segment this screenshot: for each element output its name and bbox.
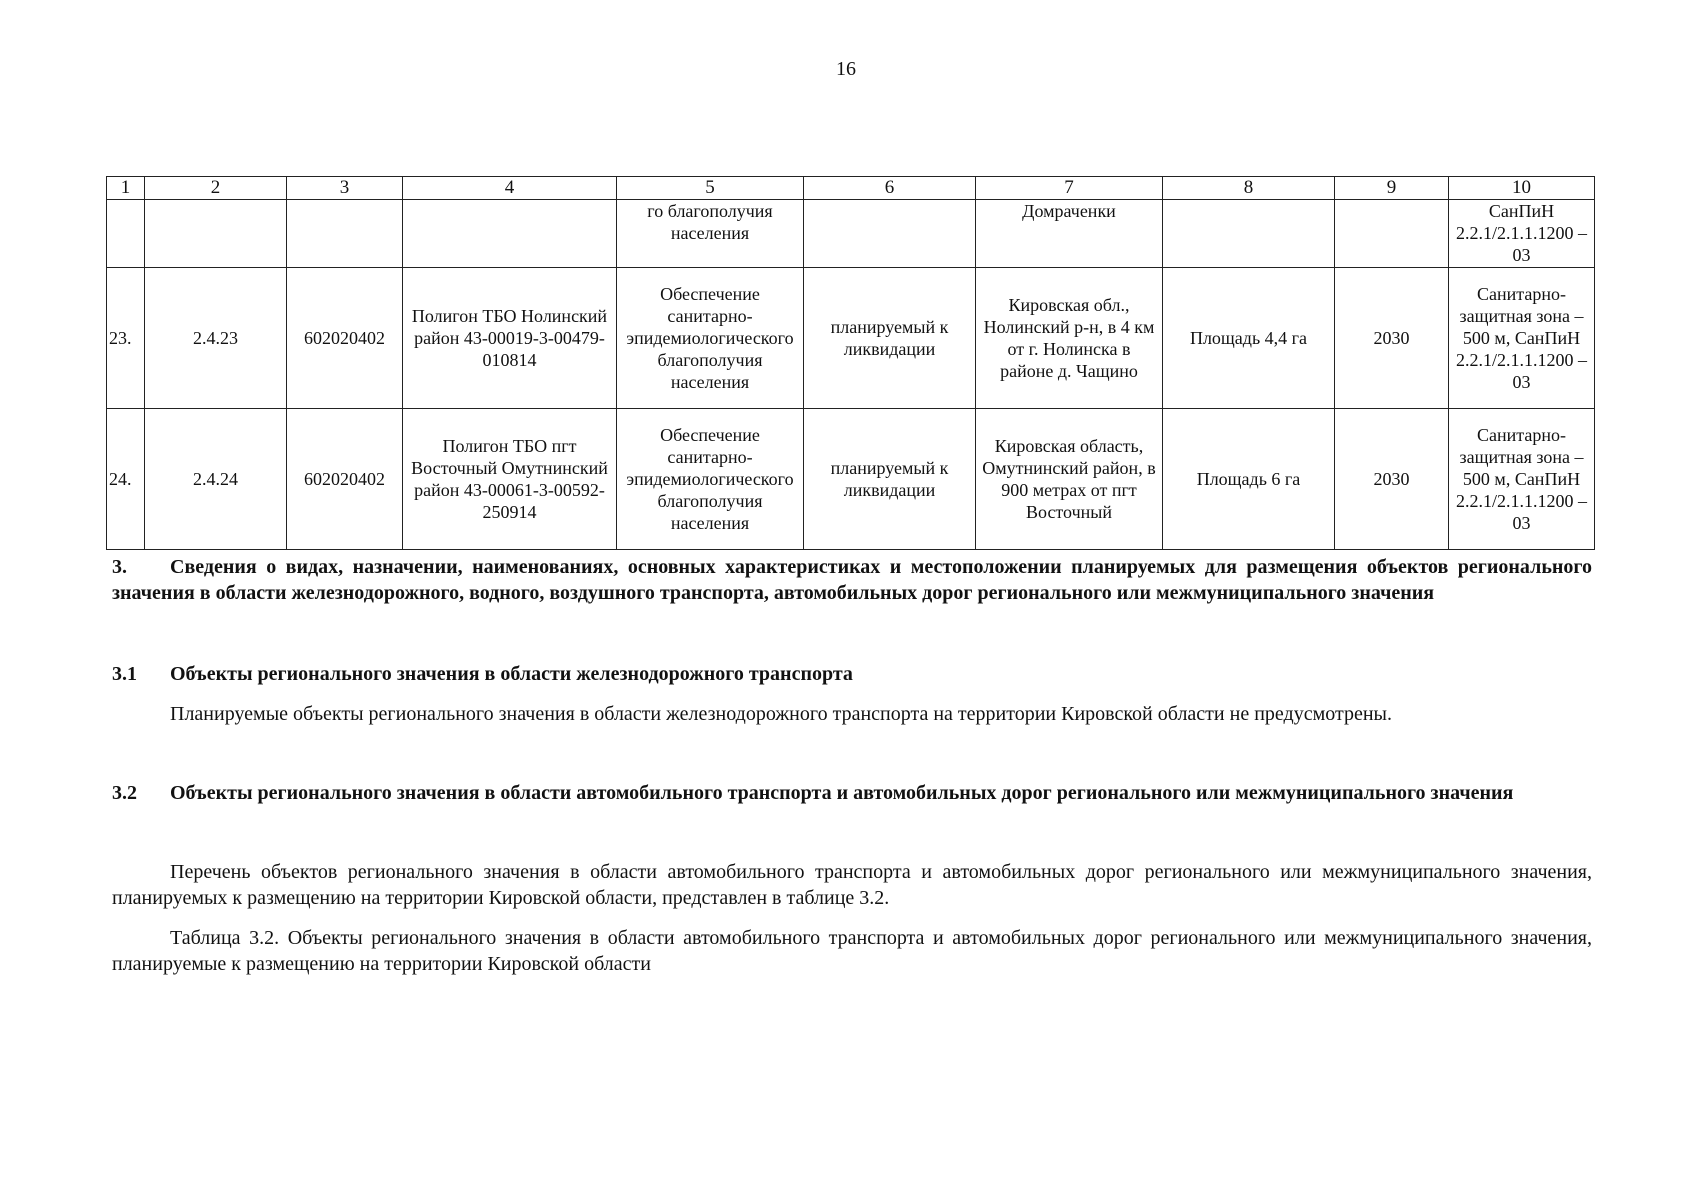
- table-cell: Кировская область, Омутнинский район, в 900 метрах от пгт Восточный: [976, 409, 1163, 550]
- table-cell: [804, 200, 976, 268]
- header-cell: 2: [145, 177, 287, 200]
- table-cell: 24.: [107, 409, 145, 550]
- table-cell: го благополучия населения: [617, 200, 804, 268]
- table-cell: Полигон ТБО Нолинский район 43-00019-3-00479-010814: [403, 268, 617, 409]
- table-cell: [1335, 200, 1449, 268]
- table-cell: Обеспечение санитарно-эпидемиологического благополучия населения: [617, 409, 804, 550]
- table-cell: Санитарно-защитная зона – 500 м, СанПиН 2.2.1/2.1.1.1200 – 03: [1449, 268, 1595, 409]
- header-cell: 9: [1335, 177, 1449, 200]
- table-cell: 2.4.23: [145, 268, 287, 409]
- objects-table: [106, 176, 1595, 550]
- section-3-1-title: Объекты регионального значения в области железнодорожного транспорта: [170, 663, 853, 685]
- table-cell: Кировская обл., Нолинский р-н, в 4 км от г. Нолинска в районе д. Чащино: [976, 268, 1163, 409]
- header-cell: 6: [804, 177, 976, 200]
- table-cell: [1163, 200, 1335, 268]
- table-row: [107, 409, 1595, 550]
- header-cell: 10: [1449, 177, 1595, 200]
- header-cell: 7: [976, 177, 1163, 200]
- table-cell: 23.: [107, 268, 145, 409]
- table-cell: 2030: [1335, 268, 1449, 409]
- section-3-1-paragraph: Планируемые объекты регионального значения в области железнодорожного транспорта на территории Кировской области не предусмотрены.: [170, 703, 1392, 725]
- table-cell: 2.4.24: [145, 409, 287, 550]
- header-cell: 4: [403, 177, 617, 200]
- section-3-2-number: 3.2: [112, 782, 137, 804]
- table-row: [107, 200, 1595, 268]
- table-cell: планируемый к ликвидации: [804, 268, 976, 409]
- table-cell: [287, 200, 403, 268]
- header-cell: 3: [287, 177, 403, 200]
- section-3-number: 3.: [112, 556, 127, 578]
- table-cell: 602020402: [287, 268, 403, 409]
- table-header-row: [107, 177, 1595, 200]
- table-cell: планируемый к ликвидации: [804, 409, 976, 550]
- section-3-2-paragraph: Перечень объектов регионального значения в области автомобильного транспорта и автомобильных дорог регионального или межмуниципального значения, планируемых к размещению на территории Кировской области, представлен в таблице 3.2.: [112, 861, 1592, 909]
- table-cell: 2030: [1335, 409, 1449, 550]
- section-3-1-number: 3.1: [112, 663, 137, 685]
- page-number: 16: [836, 58, 856, 80]
- table-cell: СанПиН 2.2.1/2.1.1.1200 – 03: [1449, 200, 1595, 268]
- table-cell: Домраченки: [976, 200, 1163, 268]
- table-cell: 602020402: [287, 409, 403, 550]
- section-3-1-heading: [112, 661, 1592, 687]
- table-cell: [403, 200, 617, 268]
- table-3-2-caption: Таблица 3.2. Объекты регионального значения в области автомобильного транспорта и автомобильных дорог регионального или межмуниципального значения, планируемые к размещению на территории Кировской области: [112, 927, 1592, 975]
- header-cell: 8: [1163, 177, 1335, 200]
- table-cell: [107, 200, 145, 268]
- section-3-2-heading: [112, 780, 1592, 806]
- table-cell: Санитарно-защитная зона – 500 м, СанПиН 2.2.1/2.1.1.1200 – 03: [1449, 409, 1595, 550]
- section-3-2-title: Объекты регионального значения в области автомобильного транспорта и автомобильных дорог регионального или межмуниципального значения: [170, 782, 1514, 804]
- header-cell: 1: [107, 177, 145, 200]
- table-cell: Полигон ТБО пгт Восточный Омутнинский район 43-00061-3-00592-250914: [403, 409, 617, 550]
- table-cell: Площадь 6 га: [1163, 409, 1335, 550]
- header-cell: 5: [617, 177, 804, 200]
- table-cell: [145, 200, 287, 268]
- section-3-heading: [112, 554, 1592, 606]
- table-cell: Обеспечение санитарно-эпидемиологического благополучия населения: [617, 268, 804, 409]
- table-row: [107, 268, 1595, 409]
- section-3-title: Сведения о видах, назначении, наименованиях, основных характеристиках и местоположении планируемых для размещения объектов регионального значения в области железнодорожного, водного, воздушного транспорта, автомобильных дорог регионального или межмуниципального значения: [112, 556, 1592, 604]
- table-cell: Площадь 4,4 га: [1163, 268, 1335, 409]
